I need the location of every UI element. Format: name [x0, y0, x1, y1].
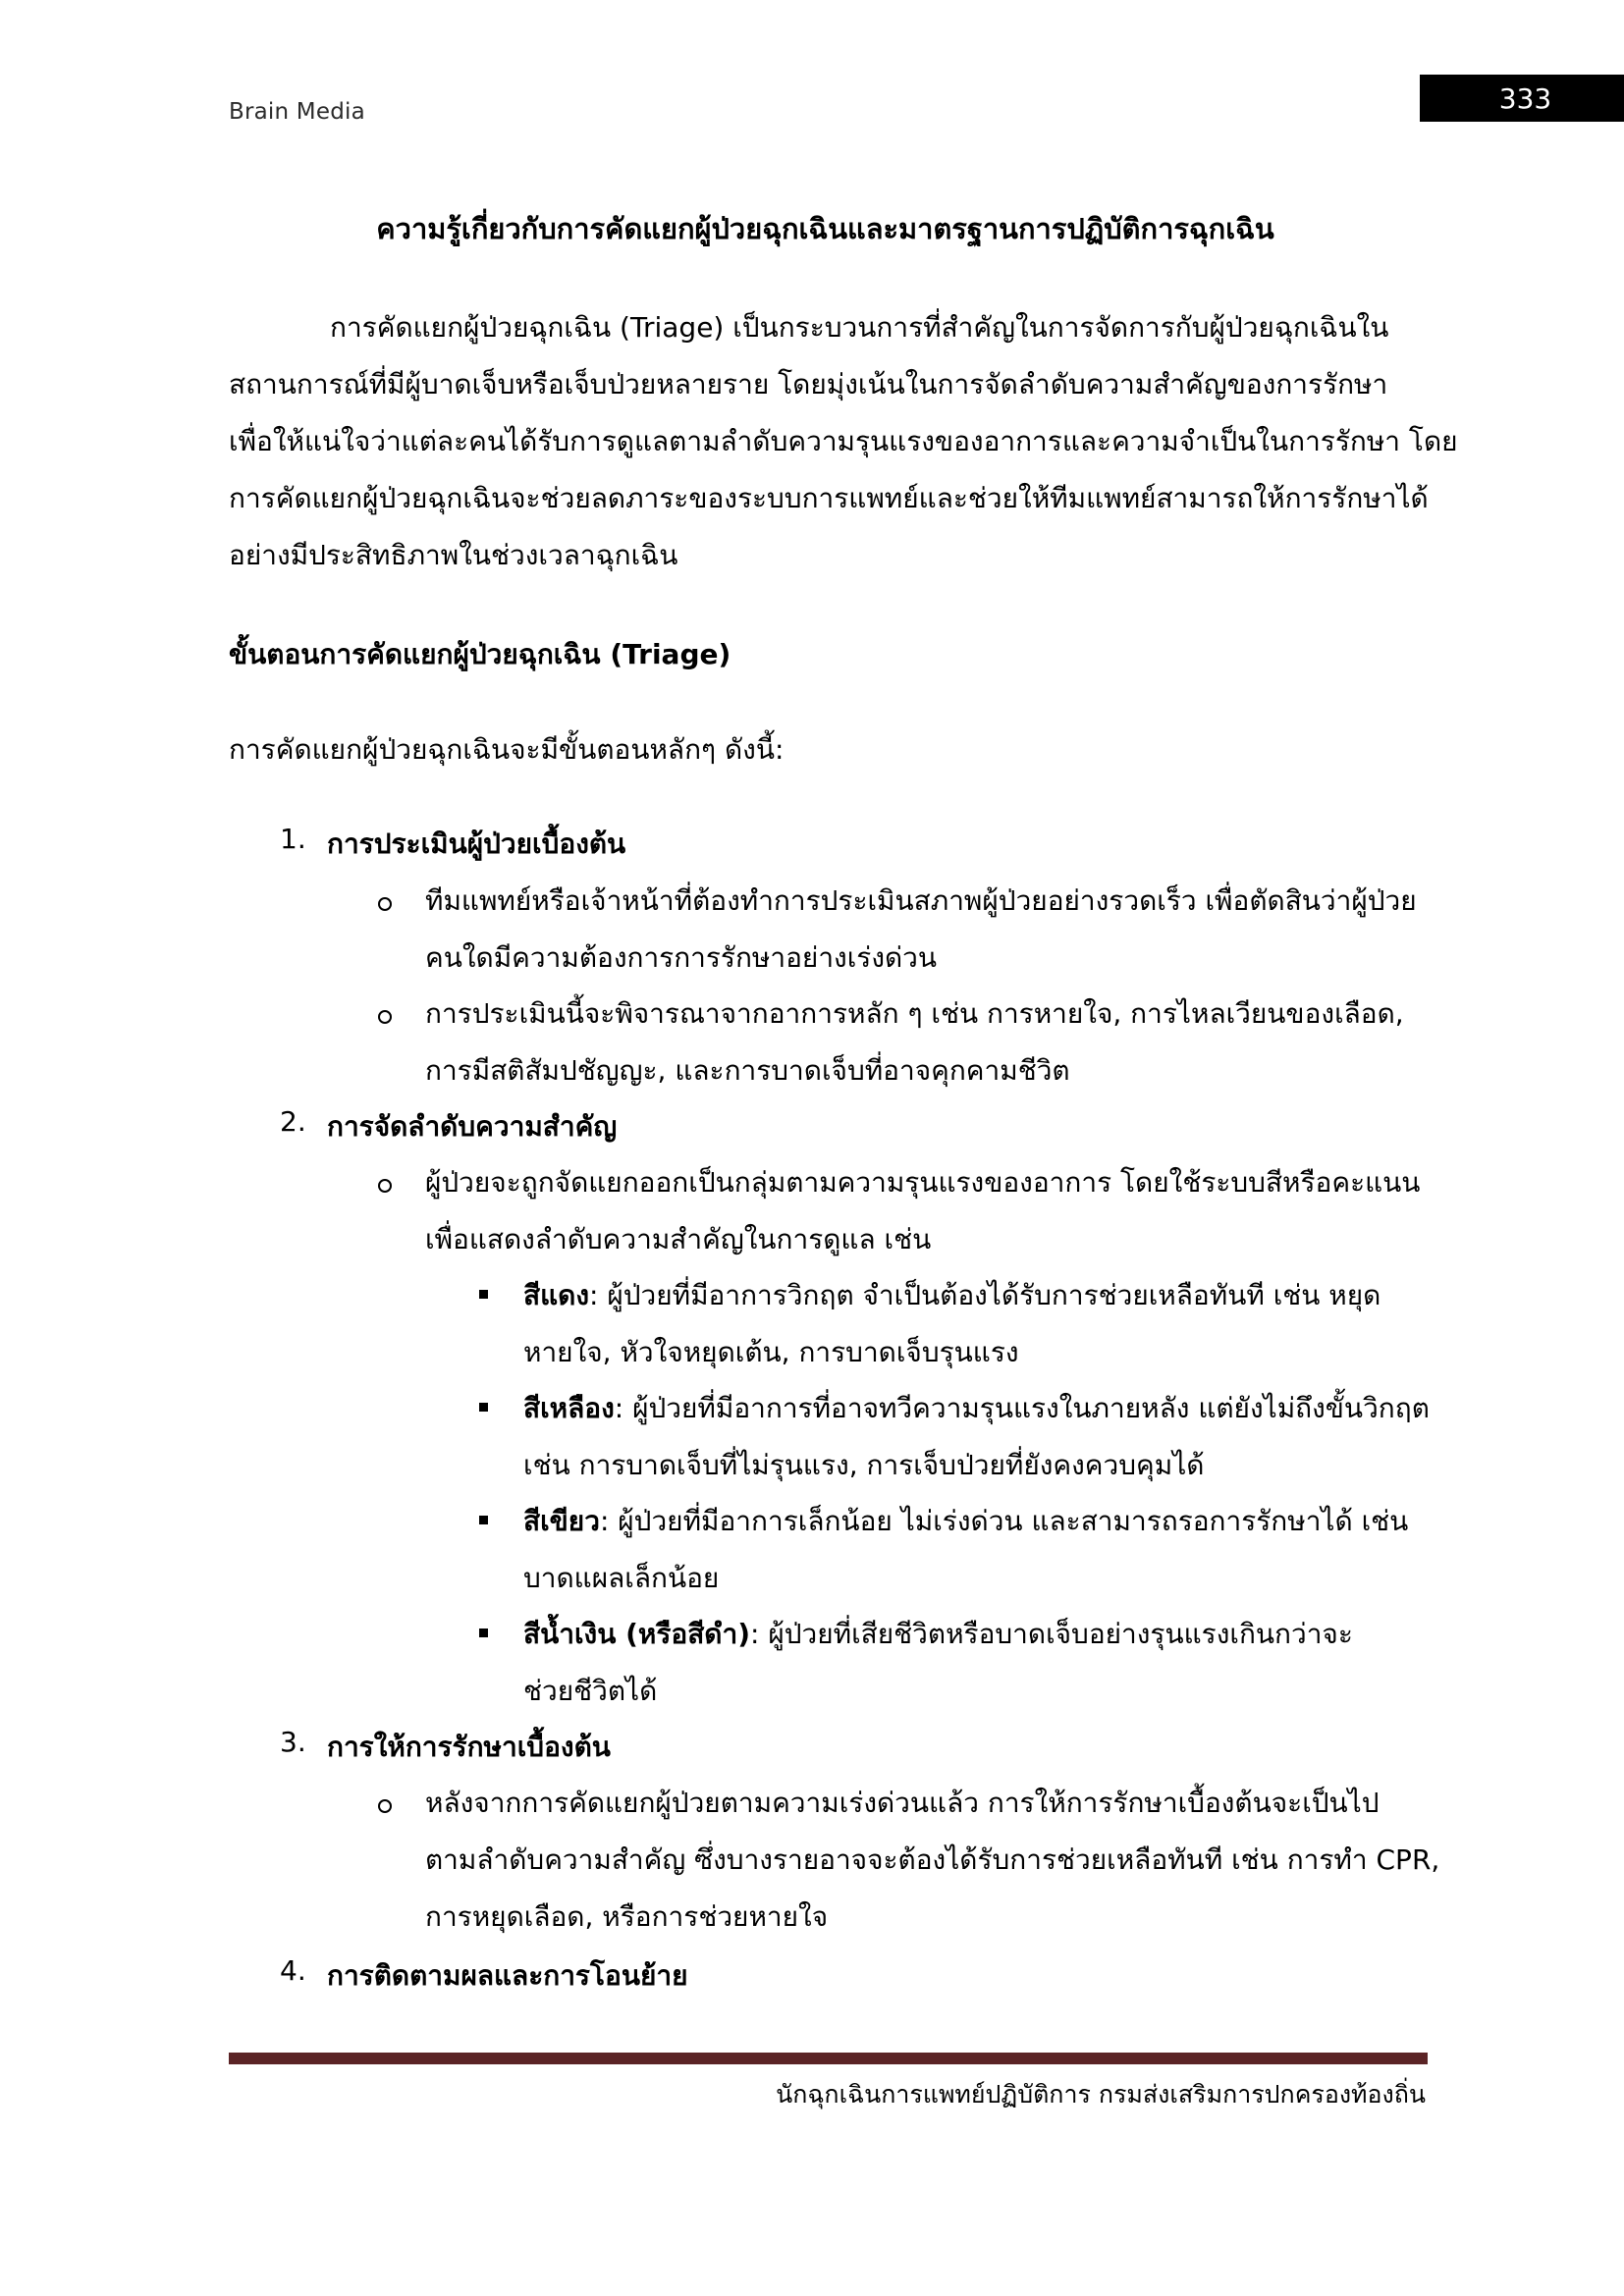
color-green-line [523, 1500, 1408, 1543]
color-label-green: สีเขียว [523, 1505, 600, 1537]
bullet-text: ตามลำดับความสำคัญ ซึ่งบางรายอาจจะต้องได้รับการช่วยเหลือทันที เช่น การทำ CPR, [425, 1843, 1440, 1876]
intro-line-5: อย่างมีประสิทธิภาพในช่วงเวลาฉุกเฉิน [229, 539, 678, 571]
bullet-text: การมีสติสัมปชัญญะ, และการบาดเจ็บที่อาจคุกคามชีวิต [425, 1054, 1070, 1087]
publisher-name: Brain Media [229, 99, 365, 125]
hollow-bullet-icon [378, 897, 392, 911]
bullet-text: คนใดมีความต้องการการรักษาอย่างเร่งด่วน [425, 941, 938, 974]
square-bullet-icon [479, 1516, 488, 1524]
step-number: 3. [280, 1726, 306, 1758]
step-number: 2. [280, 1105, 306, 1138]
step-number: 1. [280, 823, 306, 855]
bullet-text: การหยุดเลือด, หรือการช่วยหายใจ [425, 1900, 829, 1933]
color-desc-cont: ช่วยชีวิตได้ [523, 1675, 658, 1707]
hollow-bullet-icon [378, 1179, 392, 1193]
page-title: ความรู้เกี่ยวกับการคัดแยกผู้ป่วยฉุกเฉินและมาตรฐานการปฏิบัติการฉุกเฉิน [376, 212, 1274, 245]
intro-line-1: การคัดแยกผู้ป่วยฉุกเฉิน (Triage) เป็นกระบวนการที่สำคัญในการจัดการกับผู้ป่วยฉุกเฉินใน [330, 311, 1389, 344]
section-intro: การคัดแยกผู้ป่วยฉุกเฉินจะมีขั้นตอนหลักๆ ดังนี้: [229, 733, 785, 766]
color-desc-cont: หายใจ, หัวใจหยุดเต้น, การบาดเจ็บรุนแรง [523, 1336, 1019, 1368]
bullet-text: เพื่อแสดงลำดับความสำคัญในการดูแล เช่น [425, 1223, 932, 1255]
color-label-blue: สีน้ำเงิน (หรือสีดำ) [523, 1618, 750, 1650]
bullet-text: การประเมินนี้จะพิจารณาจากอาการหลัก ๆ เช่น การหายใจ, การไหลเวียนของเลือด, [425, 997, 1404, 1030]
color-desc-cont: เช่น การบาดเจ็บที่ไม่รุนแรง, การเจ็บป่วยที่ยังคงควบคุมได้ [523, 1449, 1205, 1481]
color-desc: : ผู้ป่วยที่มีอาการเล็กน้อย ไม่เร่งด่วน และสามารถรอการรักษาได้ เช่น [599, 1505, 1409, 1537]
hollow-bullet-icon [378, 1010, 392, 1024]
color-label-red: สีแดง [523, 1279, 589, 1311]
color-desc-cont: บาดแผลเล็กน้อย [523, 1562, 720, 1594]
intro-line-4: การคัดแยกผู้ป่วยฉุกเฉินจะช่วยลดภาระของระบบการแพทย์และช่วยให้ทีมแพทย์สามารถให้การรักษาได้ [229, 482, 1429, 514]
color-red-line [523, 1274, 1380, 1317]
color-desc: : ผู้ป่วยที่เสียชีวิตหรือบาดเจ็บอย่างรุนแรงเกินกว่าจะ [750, 1618, 1353, 1650]
square-bullet-icon [479, 1629, 488, 1637]
intro-line-3: เพื่อให้แน่ใจว่าแต่ละคนได้รับการดูแลตามลำดับความรุนแรงของอาการและความจำเป็นในการรักษา โดย [229, 425, 1458, 457]
square-bullet-icon [479, 1403, 488, 1412]
bullet-text: ผู้ป่วยจะถูกจัดแยกออกเป็นกลุ่มตามความรุนแรงของอาการ โดยใช้ระบบสีหรือคะแนน [425, 1166, 1421, 1199]
bullet-text: ทีมแพทย์หรือเจ้าหน้าที่ต้องทำการประเมินสภาพผู้ป่วยอย่างรวดเร็ว เพื่อตัดสินว่าผู้ป่วย [425, 884, 1417, 917]
page-number: 333 [1420, 75, 1624, 122]
hollow-bullet-icon [378, 1799, 392, 1813]
bullet-text: หลังจากการคัดแยกผู้ป่วยตามความเร่งด่วนแล้ว การให้การรักษาเบื้องต้นจะเป็นไป [425, 1787, 1380, 1819]
step-title: การให้การรักษาเบื้องต้น [327, 1731, 611, 1763]
color-label-yellow: สีเหลือง [523, 1392, 615, 1424]
color-yellow-line [523, 1387, 1430, 1430]
square-bullet-icon [479, 1290, 488, 1299]
step-number: 4. [280, 1954, 306, 1987]
footer-rule [229, 2053, 1428, 2064]
color-blue-line [523, 1613, 1353, 1656]
section-heading: ขั้นตอนการคัดแยกผู้ป่วยฉุกเฉิน (Triage) [229, 638, 731, 670]
step-title: การติดตามผลและการโอนย้าย [327, 1959, 688, 1992]
step-title: การจัดลำดับความสำคัญ [327, 1110, 618, 1143]
color-desc: : ผู้ป่วยที่มีอาการวิกฤต จำเป็นต้องได้รับการช่วยเหลือทันที เช่น หยุด [589, 1279, 1381, 1311]
intro-line-2: สถานการณ์ที่มีผู้บาดเจ็บหรือเจ็บป่วยหลายราย โดยมุ่งเน้นในการจัดลำดับความสำคัญของการรักษา [229, 368, 1388, 400]
footer-text: นักฉุกเฉินการแพทย์ปฏิบัติการ กรมส่งเสริมการปกครองท้องถิ่น [776, 2080, 1426, 2109]
color-desc: : ผู้ป่วยที่มีอาการที่อาจทวีความรุนแรงในภายหลัง แต่ยังไม่ถึงขั้นวิกฤต [614, 1392, 1430, 1424]
step-title: การประเมินผู้ป่วยเบื้องต้น [327, 828, 626, 860]
